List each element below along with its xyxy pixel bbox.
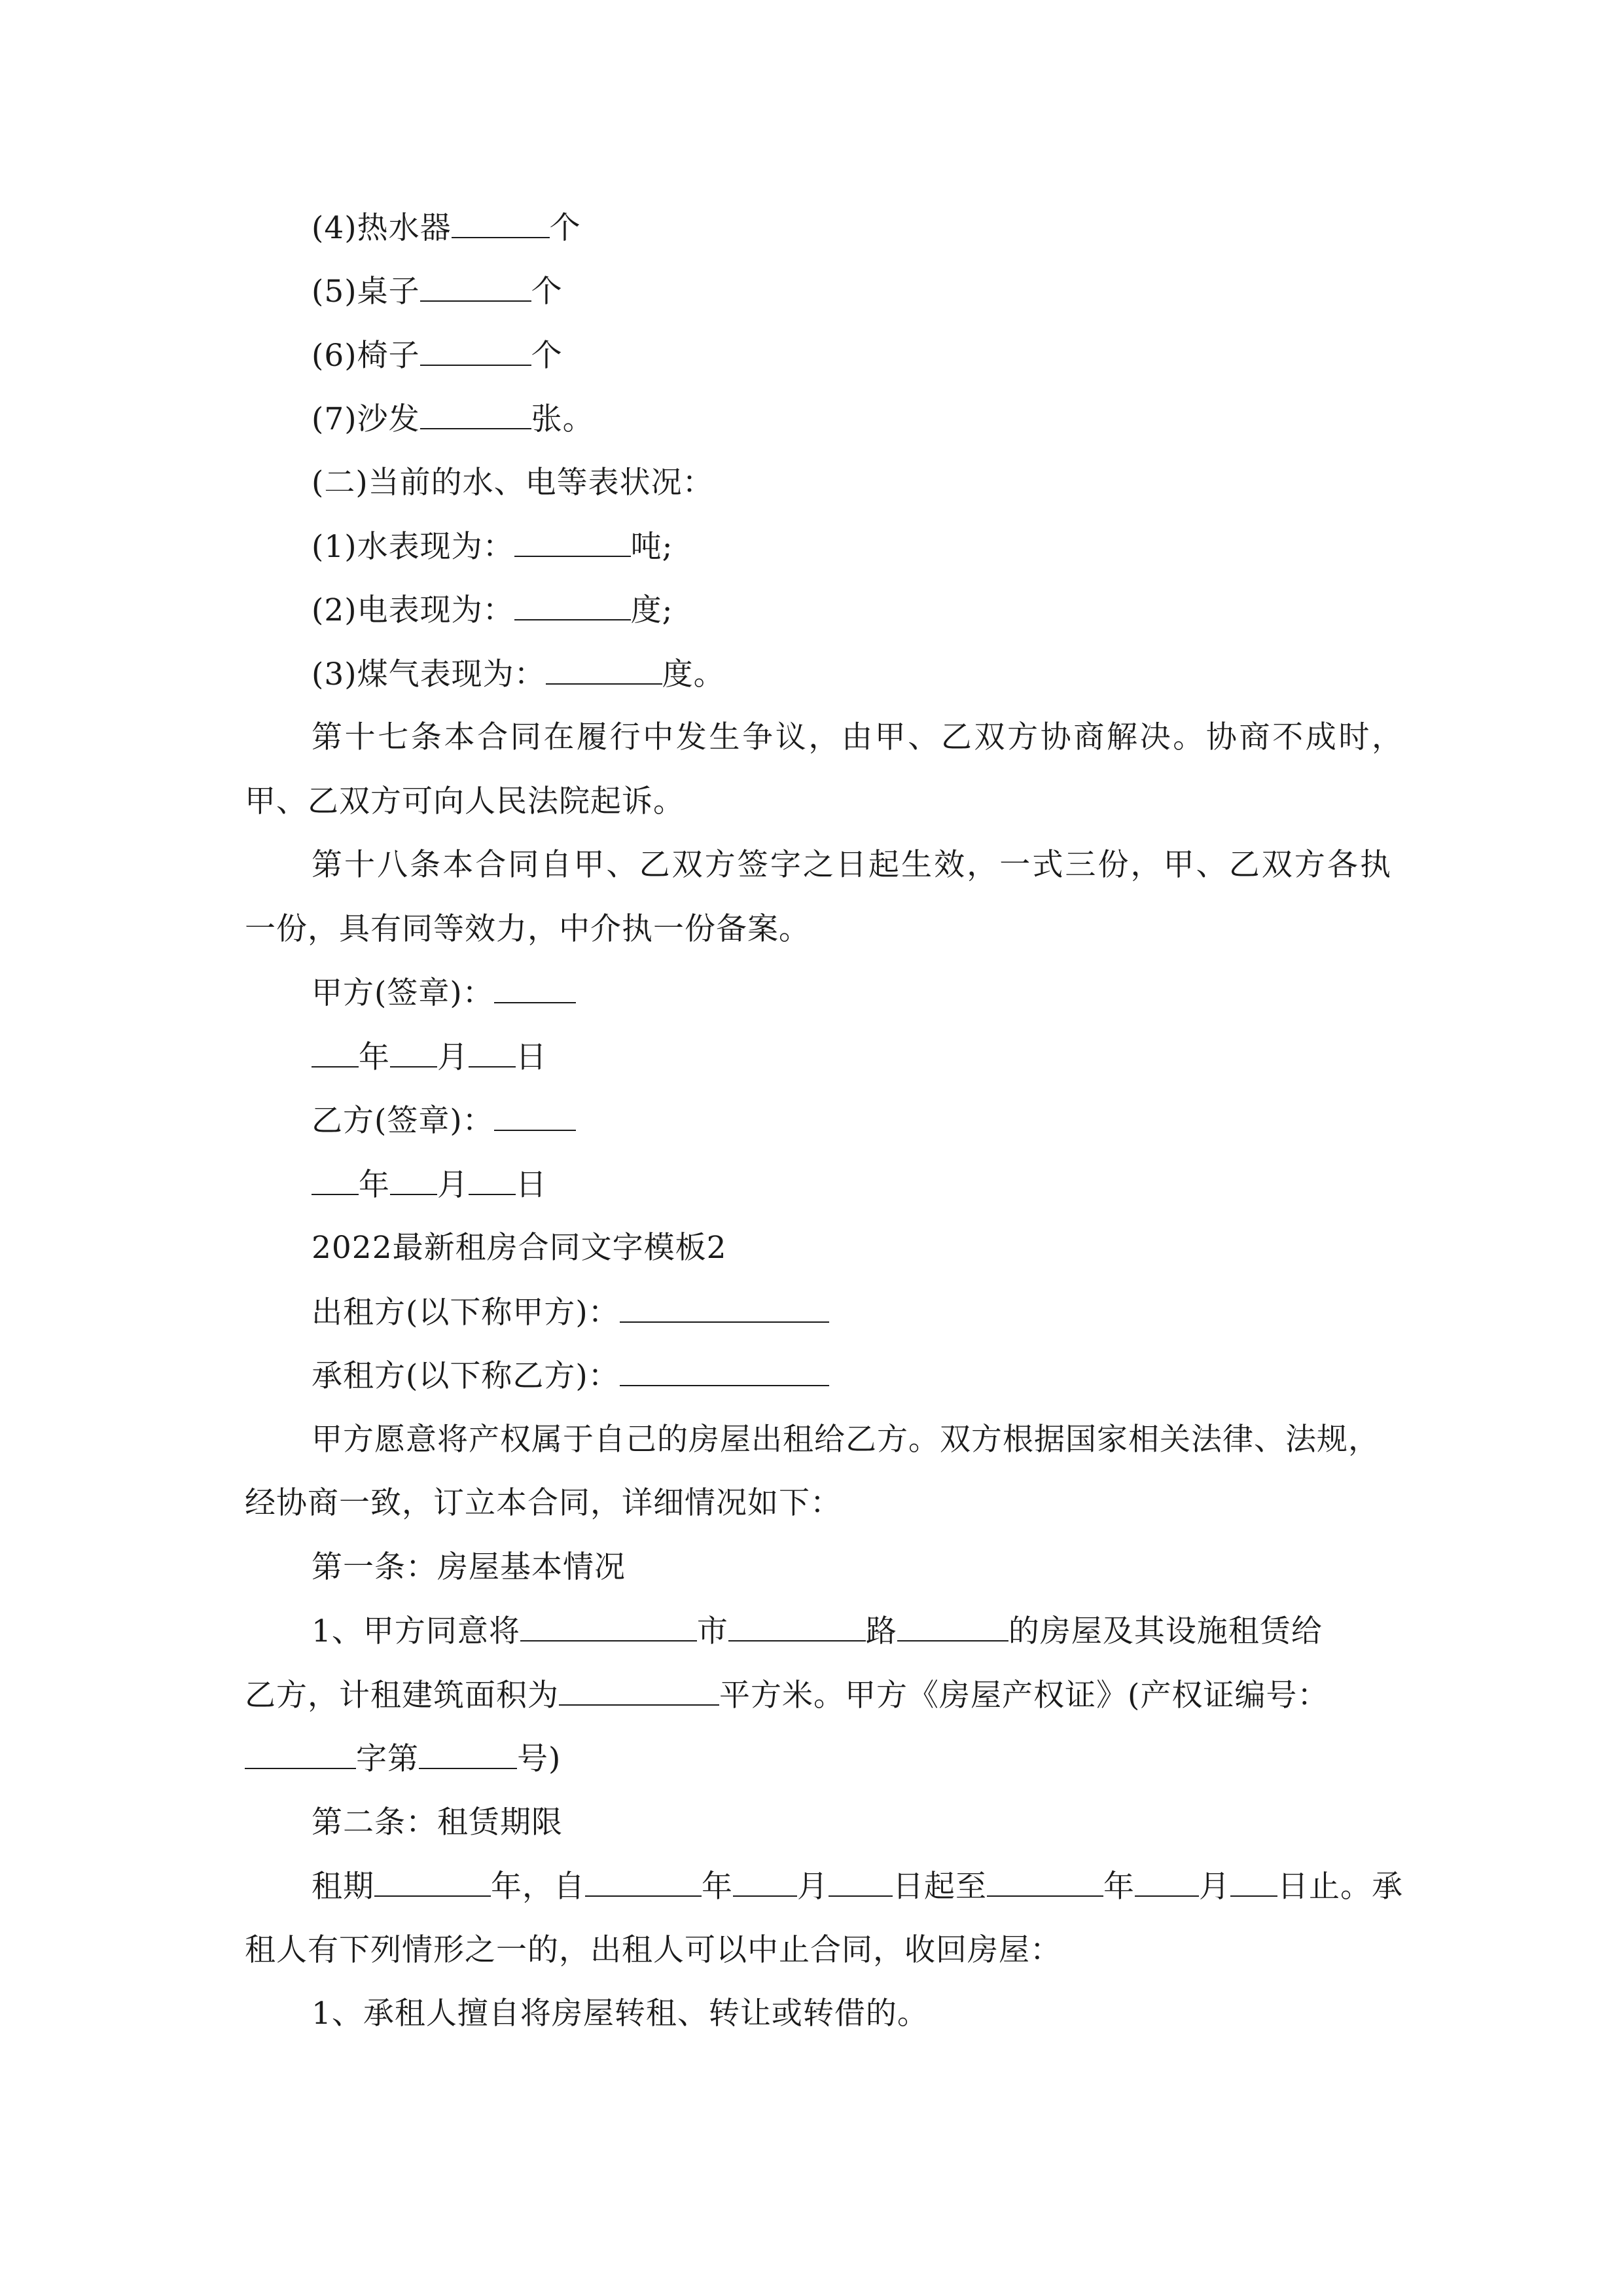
- item-table: (5)桌子 个: [312, 272, 1470, 312]
- blank-field: [620, 1293, 829, 1323]
- blank-field: [987, 1867, 1103, 1897]
- meter-gas: (3)煤气表现为： 度。: [312, 655, 1470, 694]
- blank-field: [520, 1611, 697, 1641]
- blank-field: [452, 208, 550, 238]
- blank-field: [728, 1611, 866, 1641]
- blank-field: [420, 336, 531, 366]
- article-17-line-1: 第十七条本合同在履行中发生争议，由甲、乙双方协商解决。协商不成时，: [312, 719, 1403, 755]
- intro-line-1: 甲方愿意将产权属于自己的房屋出租给乙方。双方根据国家相关法律、法规，: [312, 1422, 1380, 1458]
- blank-field: [494, 973, 576, 1003]
- blank-field: [585, 1867, 702, 1897]
- blank-field: [374, 1867, 491, 1897]
- blank-field: [1135, 1867, 1199, 1897]
- blank-field: [312, 1165, 359, 1195]
- party-a-date: 年 月 日: [312, 1037, 1470, 1077]
- blank-field: [469, 1037, 516, 1067]
- blank-field: [897, 1611, 1008, 1641]
- article-2-item-1: 1、承租人擅自将房屋转租、转让或转借的。: [312, 1996, 929, 2032]
- blank-field: [390, 1165, 437, 1195]
- blank-field: [420, 399, 531, 429]
- intro-line-2: 经协商一致，订立本合同，详细情况如下：: [245, 1485, 842, 1521]
- blank-field: [1230, 1867, 1277, 1897]
- meter-heading: (二)当前的水、电等表状况：: [312, 465, 714, 501]
- article-1-line-3: 字第 号): [245, 1739, 1403, 1779]
- item-chair: (6)椅子 个: [312, 336, 1470, 376]
- meter-electric: (2)电表现为： 度;: [312, 590, 1470, 630]
- article-1-title: 第一条：房屋基本情况: [312, 1549, 626, 1585]
- blank-field: [620, 1356, 829, 1386]
- blank-field: [559, 1676, 719, 1706]
- blank-field: [390, 1037, 437, 1067]
- article-17-line-2: 甲、乙双方可向人民法院起诉。: [245, 783, 685, 819]
- blank-field: [312, 1037, 359, 1067]
- article-18-line-1: 第十八条本合同自甲、乙双方签字之日起生效，一式三份，甲、乙双方各执: [312, 847, 1391, 883]
- blank-field: [494, 1101, 576, 1131]
- lessor-line: 出租方(以下称甲方)：: [312, 1293, 1470, 1333]
- blank-field: [469, 1165, 516, 1195]
- party-b-date: 年 月 日: [312, 1165, 1470, 1205]
- article-1-line-1: 1、甲方同意将 市 路 的房屋及其设施租赁给: [312, 1611, 1470, 1651]
- blank-field: [733, 1867, 797, 1897]
- lessee-line: 承租方(以下称乙方)：: [312, 1356, 1470, 1396]
- meter-water: (1)水表现为： 吨;: [312, 527, 1470, 567]
- article-2-line-2: 租人有下列情形之一的，出租人可以中止合同，收回房屋：: [245, 1932, 1061, 1968]
- blank-field: [546, 655, 662, 685]
- blank-field: [829, 1867, 893, 1897]
- blank-field: [514, 527, 631, 557]
- party-a-signature: 甲方(签章)：: [312, 973, 1470, 1013]
- blank-field: [514, 590, 631, 620]
- article-2-title: 第二条：租赁期限: [312, 1804, 563, 1840]
- blank-field: [419, 1739, 517, 1769]
- item-sofa: (7)沙发 张。: [312, 399, 1470, 439]
- article-18-line-2: 一份，具有同等效力，中介执一份备案。: [245, 911, 810, 947]
- blank-field: [245, 1739, 356, 1769]
- blank-field: [420, 272, 531, 302]
- party-b-signature: 乙方(签章)：: [312, 1101, 1470, 1141]
- article-2-line-1: 租期 年，自 年 月 日起至 年 月 日止。承: [312, 1867, 1470, 1907]
- article-1-line-2: 乙方，计租建筑面积为 平方米。甲方《房屋产权证》(产权证编号：: [245, 1676, 1403, 1715]
- item-water-heater: (4)热水器 个: [312, 208, 1470, 248]
- template-2-title: 2022最新租房合同文字模板2: [312, 1230, 727, 1266]
